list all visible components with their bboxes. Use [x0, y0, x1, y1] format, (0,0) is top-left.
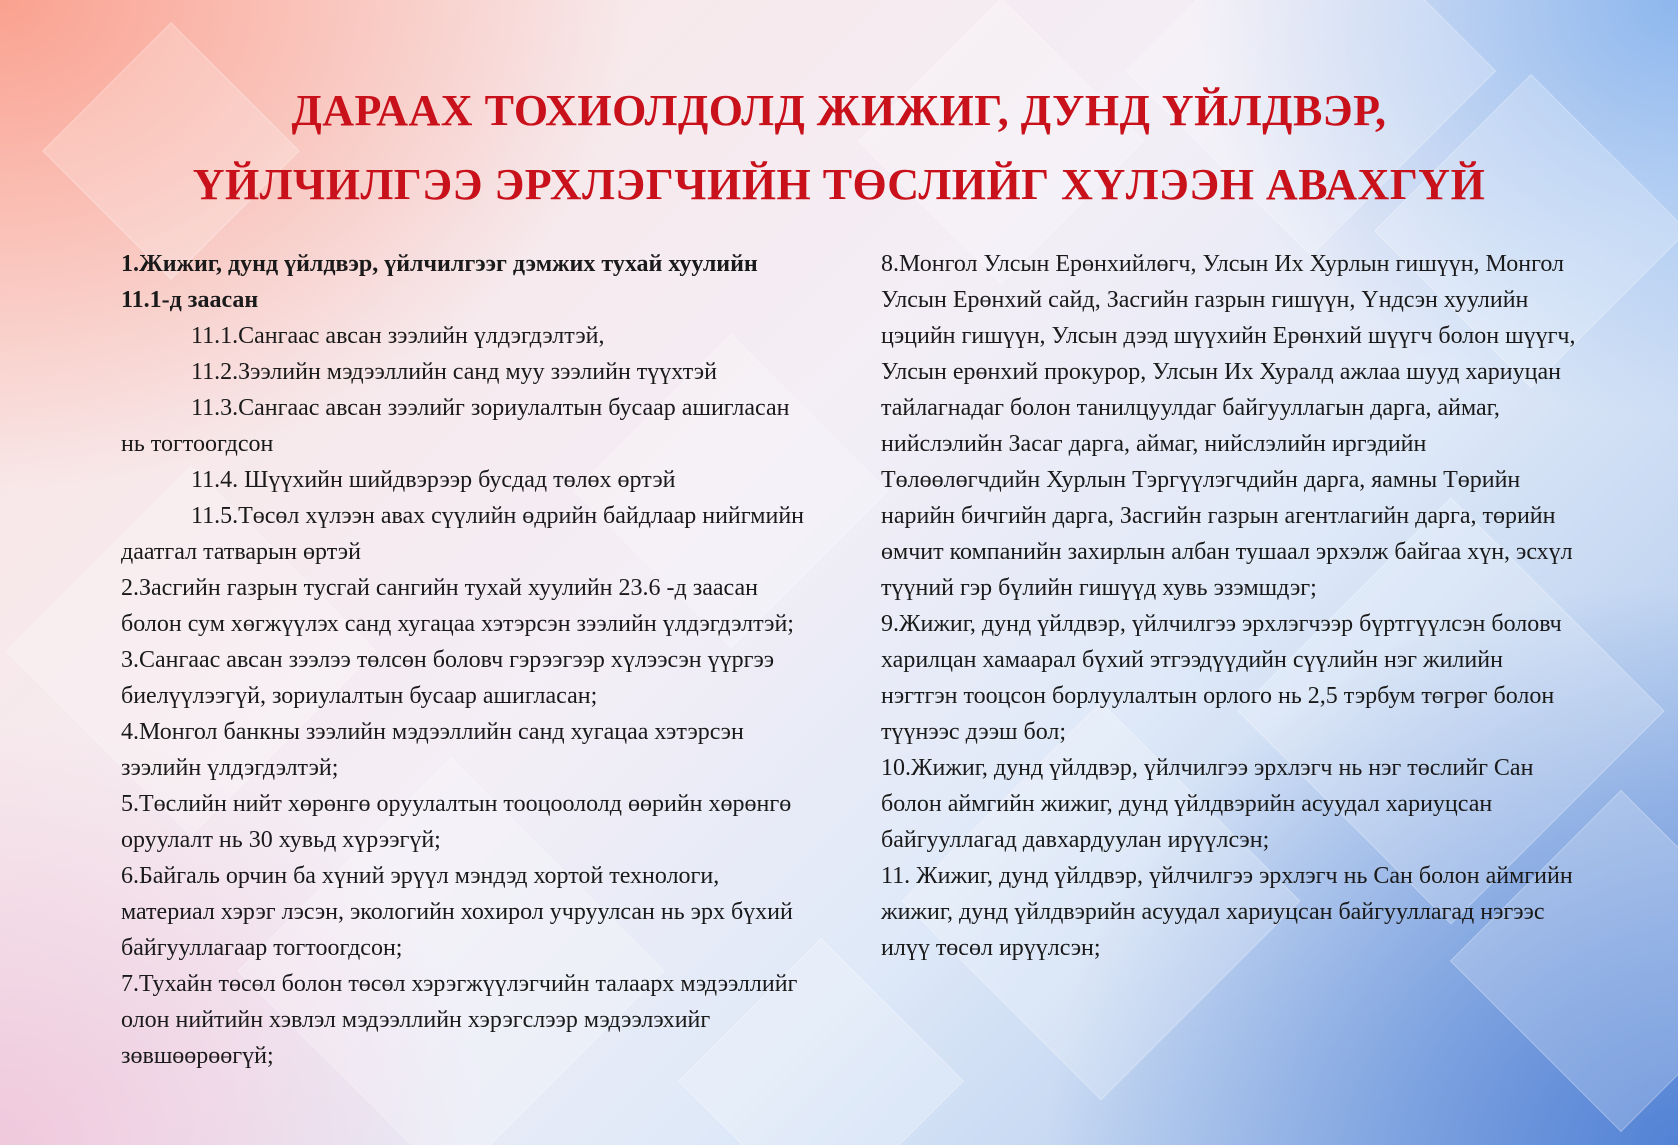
right-paragraph: 9.Жижиг, дунд үйлдвэр, үйлчилгээ эрхлэгчээр бүртгүүлсэн боловч харилцан хамаарал бүхий этгээдүүдийн сүүлийн нэг жилийн нэгтгэн тооцсон борлуулалтын орлого нь 2,5 тэрбум төгрөг болон түүнээс дээш бол; — [881, 611, 1562, 745]
left-paragraph: 6.Байгаль орчин ба хүний эрүүл мэндэд хортой технологи, материал хэрэг лэсэн, экологийн хохирол учруулсан нь эрх бүхий байгууллагаар тогтоогдсон; — [121, 863, 793, 961]
right-paragraph: 11. Жижиг, дунд үйлдвэр, үйлчилгээ эрхлэгч нь Сан болон аймгийн жижиг, дунд үйлдвэрийн асуудал хариуцсан байгууллагад нэгээс илүү төсөл ирүүлсэн; — [881, 863, 1573, 961]
left-paragraph: 11.1.Сангаас авсан зээлийн үлдэгдэлтэй, — [191, 323, 605, 349]
right-paragraph: 10.Жижиг, дунд үйлдвэр, үйлчилгээ эрхлэгч нь нэг төслийг Сан болон аймгийн жижиг, дунд үйлдвэрийн асуудал хариуцсан байгууллагад давхардуулан ирүүлсэн; — [881, 755, 1534, 853]
left-paragraph: 11.4. Шүүхийн шийдвэрээр бусдад төлөх өртэй — [191, 467, 676, 493]
left-column — [121, 246, 811, 1074]
left-paragraph: 11.3.Сангаас авсан зээлийг зориулалтын бусаар ашигласан нь тогтоогдсон — [121, 395, 790, 457]
left-paragraph: 5.Төслийн нийт хөрөнгө оруулалтын тооцоололд өөрийн хөрөнгө оруулалт нь 30 хувьд хүрээгүй; — [121, 791, 792, 853]
right-paragraph: 8.Монгол Улсын Ерөнхийлөгч, Улсын Их Хурлын гишүүн, Монгол Улсын Ерөнхий сайд, Засгийн газрын гишүүн, Үндсэн хуулийн цэцийн гишүүн, Улсын дээд шүүхийн Ерөнхий шүүгч болон шүүгч, Улсын ерөнхий прокурор, Улсын Их Хуралд ажлаа шууд хариуцан тайлагнадаг болон танилцуулдаг байгууллагын дарга, аймаг, нийслэлийн Засаг дарга, аймаг, нийслэлийн иргэдийн Төлөөлөгчдийн Хурлын Тэргүүлэгчдийн дарга, яамны Төрийн нарийн бичгийн дарга, Засгийн газрын агентлагийн дарга, төрийн өмчит компанийн захирлын албан тушаал эрхэлж байгаа хүн, эсхүл түүний гэр бүлийн гишүүд хувь эзэмшдэг; — [881, 251, 1576, 601]
left-paragraph: 3.Сангаас авсан зээлээ төлсөн боловч гэрээгээр хүлээсэн үүргээ биелүүлээгүй, зориулалтын бусаар ашигласан; — [121, 647, 775, 709]
left-paragraph: 11.2.Зээлийн мэдээллийн санд муу зээлийн түүхтэй — [191, 359, 717, 385]
page-title-line-2: ҮЙЛЧИЛГЭЭ ЭРХЛЭГЧИЙН ТӨСЛИЙГ ХҮЛЭЭН АВАХГҮЙ — [192, 160, 1486, 209]
page-title — [0, 74, 1678, 222]
left-paragraph: 4.Монгол банкны зээлийн мэдээллийн санд хугацаа хэтэрсэн зээлийн үлдэгдэлтэй; — [121, 719, 744, 781]
right-column — [881, 246, 1581, 966]
left-paragraph: 1.Жижиг, дунд үйлдвэр, үйлчилгээг дэмжих тухай хуулийн 11.1-д заасан — [121, 251, 758, 313]
page-title-line-1: ДАРААХ ТОХИОЛДОЛД ЖИЖИГ, ДУНД ҮЙЛДВЭР, — [291, 86, 1387, 135]
left-paragraph: 7.Тухайн төсөл болон төсөл хэрэгжүүлэгчийн талаарх мэдээллийг олон нийтийн хэвлэл мэдээллийн хэрэгслээр мэдээлэхийг зөвшөөрөөгүй; — [121, 971, 798, 1069]
left-paragraph: 11.5.Төсөл хүлээн авах сүүлийн өдрийн байдлаар нийгмийн даатгал татварын өртэй — [121, 503, 805, 565]
left-paragraph: 2.Засгийн газрын тусгай сангийн тухай хуулийн 23.6 -д заасан болон сум хөгжүүлэх санд хугацаа хэтэрсэн зээлийн үлдэгдэлтэй; — [121, 575, 794, 637]
